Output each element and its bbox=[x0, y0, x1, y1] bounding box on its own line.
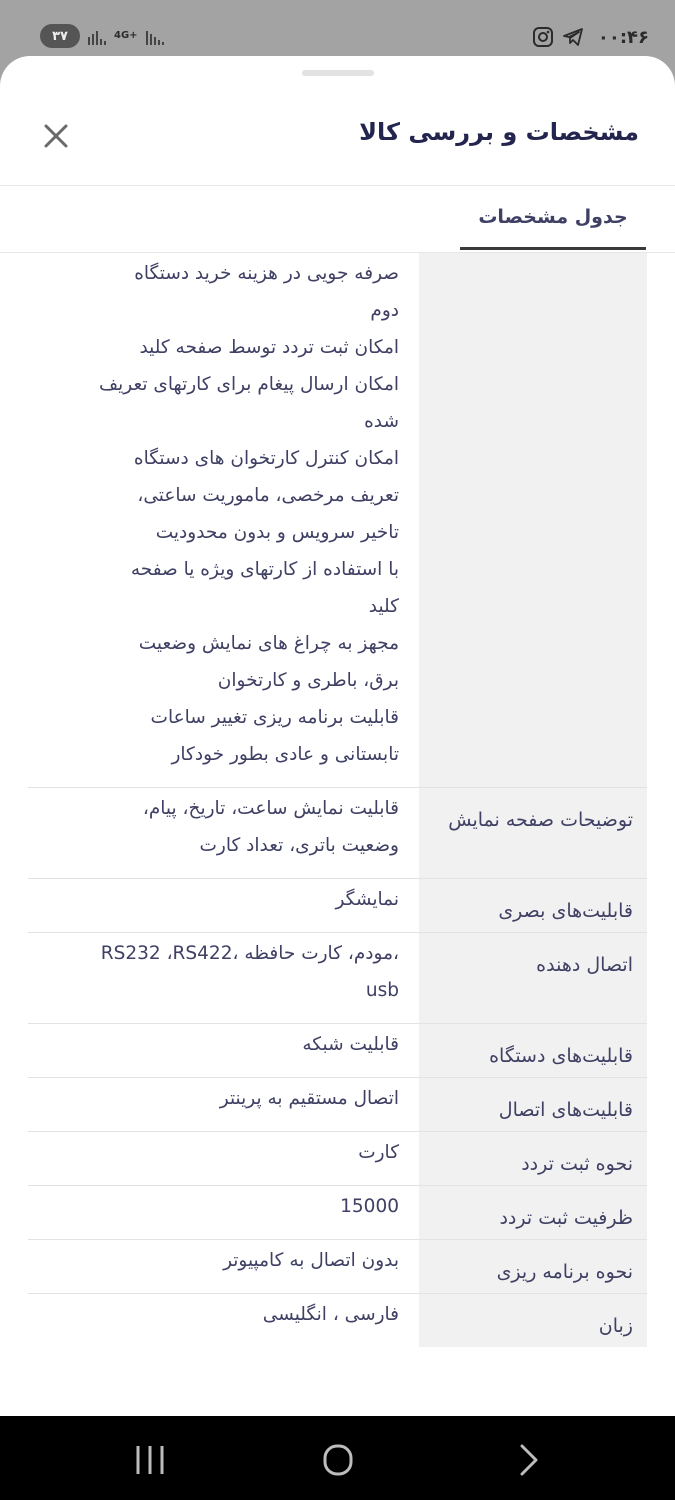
spec-key: قابلیت‌های بصری bbox=[419, 879, 647, 932]
spec-value-line: تابستانی و عادی بطور خودکار bbox=[171, 744, 399, 765]
spec-key: ظرفیت ثبت تردد bbox=[419, 1186, 647, 1239]
spec-key bbox=[419, 253, 647, 787]
status-bar bbox=[0, 0, 675, 56]
spec-table bbox=[28, 253, 647, 1347]
spec-value bbox=[28, 253, 419, 787]
spec-value-line: تاخیر سرویس و بدون محدودیت bbox=[155, 522, 399, 543]
navigation-bar bbox=[0, 1416, 675, 1500]
network-type: 4G+ bbox=[114, 30, 138, 41]
spec-value-line: مجهز به چراغ های نمایش وضعیت bbox=[138, 633, 399, 654]
back-icon[interactable] bbox=[508, 1442, 548, 1478]
table-row bbox=[28, 1186, 647, 1240]
table-row bbox=[28, 1294, 647, 1347]
battery-icon: ۳۷ bbox=[40, 24, 80, 48]
spec-value-line: تعریف مرخصی، ماموریت ساعتی، bbox=[137, 485, 399, 506]
spec-value-line: امکان ارسال پیغام برای کارتهای تعریف bbox=[98, 374, 399, 395]
spec-value-line: کلید bbox=[368, 596, 399, 617]
table-row bbox=[28, 879, 647, 933]
spec-value-line: برق، باطری و کارتخوان bbox=[217, 670, 399, 691]
telegram-icon bbox=[562, 26, 584, 48]
table-row bbox=[28, 1078, 647, 1132]
spec-key: اتصال دهنده bbox=[419, 933, 647, 1023]
clock: ۰۰:۴۶ bbox=[597, 26, 649, 48]
table-row bbox=[28, 1240, 647, 1294]
spec-value-line: دوم bbox=[370, 300, 399, 321]
signal-icon bbox=[86, 25, 108, 47]
spec-value bbox=[28, 1186, 419, 1239]
spec-value-line: قابلیت نمایش ساعت، تاریخ، پیام، bbox=[142, 798, 399, 819]
spec-key: نحوه ثبت تردد bbox=[419, 1132, 647, 1185]
spec-value bbox=[28, 1078, 419, 1131]
spec-value bbox=[28, 1132, 419, 1185]
bottom-sheet bbox=[0, 56, 675, 1416]
instagram-icon bbox=[532, 26, 554, 48]
spec-value-line: usb bbox=[365, 980, 399, 1001]
tab-bar bbox=[0, 186, 675, 253]
spec-value bbox=[28, 788, 419, 878]
table-row bbox=[28, 253, 647, 788]
spec-value bbox=[28, 879, 419, 932]
spec-value-line: ،مودم، کارت حافظه ،RS232 ،RS422 bbox=[100, 943, 399, 964]
spec-key: زبان bbox=[419, 1294, 647, 1347]
spec-value-line: نمایشگر bbox=[335, 889, 399, 910]
spec-value-line: بدون اتصال به کامپیوتر bbox=[223, 1250, 399, 1271]
page-title: مشخصات و بررسی کالا bbox=[359, 118, 639, 146]
spec-key: قابلیت‌های دستگاه bbox=[419, 1024, 647, 1077]
close-icon[interactable] bbox=[38, 118, 74, 154]
spec-value-line: با استفاده از کارتهای ویژه یا صفحه bbox=[130, 559, 399, 580]
spec-value-line: قابلیت شبکه bbox=[302, 1034, 399, 1055]
tab-specs-table[interactable]: جدول مشخصات bbox=[460, 186, 646, 250]
spec-key: نحوه برنامه ریزی bbox=[419, 1240, 647, 1293]
status-left bbox=[40, 24, 166, 48]
spec-value-line: شده bbox=[364, 411, 399, 432]
status-right bbox=[524, 26, 649, 48]
spec-value-line: وضعیت باتری، تعداد کارت bbox=[199, 835, 399, 856]
spec-key: توضیحات صفحه نمایش bbox=[419, 788, 647, 878]
table-row bbox=[28, 788, 647, 879]
spec-value-line: امکان ثبت تردد توسط صفحه کلید bbox=[139, 337, 399, 358]
spec-value-line: کارت bbox=[358, 1142, 399, 1163]
spec-value-line: امکان کنترل کارتخوان های دستگاه bbox=[133, 448, 399, 469]
spec-value-line: قابلیت برنامه ریزی تغییر ساعات bbox=[150, 707, 399, 728]
spec-key: قابلیت‌های اتصال bbox=[419, 1078, 647, 1131]
spec-value-line: فارسی ، انگلیسی bbox=[262, 1304, 399, 1325]
spec-value-line: 15000 bbox=[340, 1196, 399, 1217]
spec-value bbox=[28, 1024, 419, 1077]
home-icon[interactable] bbox=[318, 1442, 358, 1478]
recents-icon[interactable] bbox=[130, 1442, 170, 1478]
table-row bbox=[28, 1132, 647, 1186]
spec-value bbox=[28, 1240, 419, 1293]
table-row bbox=[28, 933, 647, 1024]
spec-value bbox=[28, 1294, 419, 1347]
table-row bbox=[28, 1024, 647, 1078]
spec-value-line: صرفه جویی در هزینه خرید دستگاه bbox=[134, 263, 399, 284]
spec-value-line: اتصال مستقیم به پرینتر bbox=[219, 1088, 399, 1109]
signal-icon bbox=[144, 25, 166, 47]
spec-value bbox=[28, 933, 419, 1023]
sheet-header bbox=[0, 56, 675, 186]
